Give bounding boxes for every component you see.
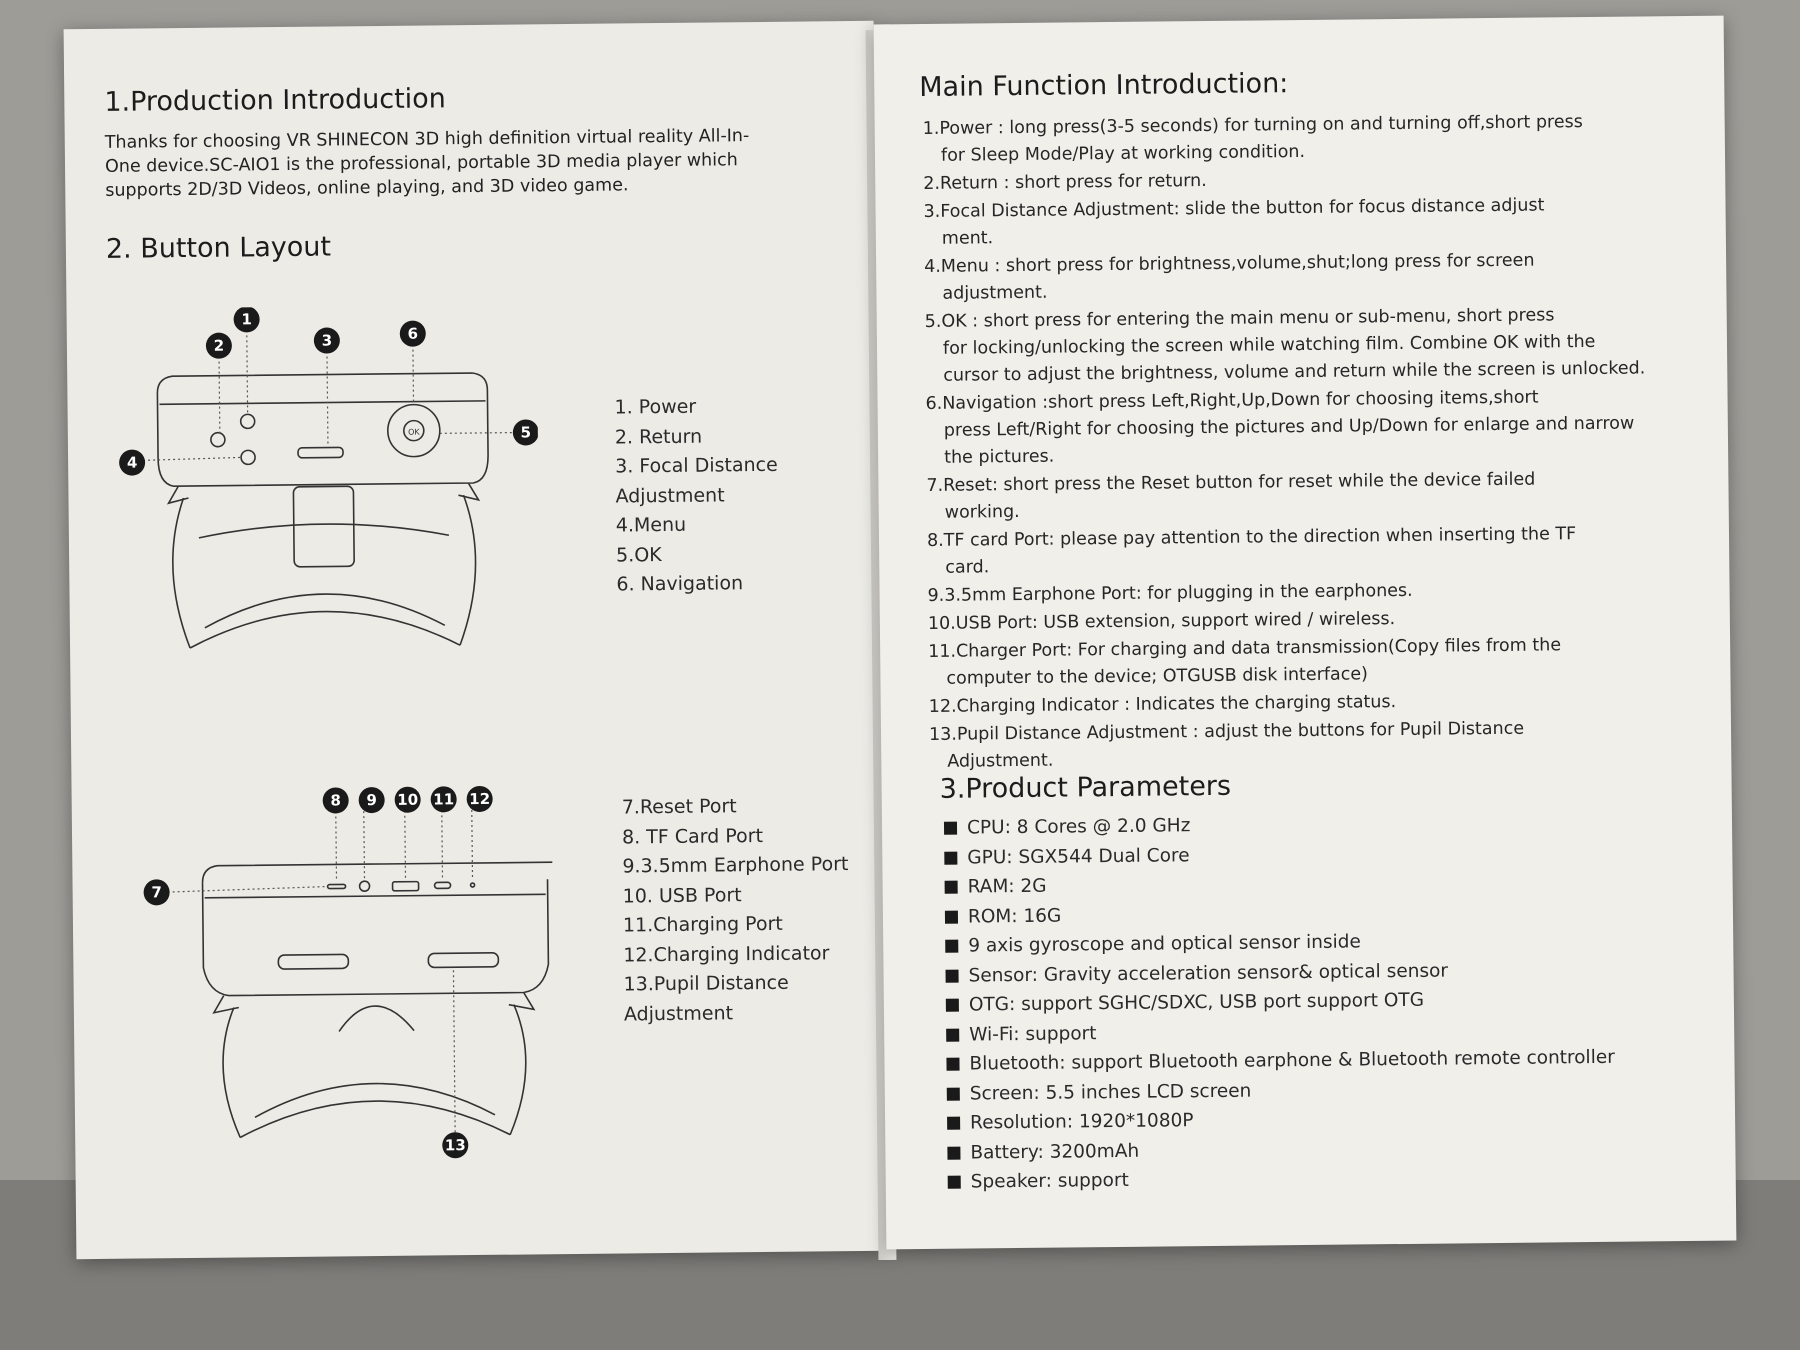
list-item: 6.Navigation :short press Left,Right,Up,Down for choosing items,short press Left/Right for choosing the pictures and Up/Down for enlarge and narrow the pictures. [925, 387, 1635, 468]
param-row: ROM: 16G [945, 895, 1614, 931]
callout-item: 1. Power [614, 395, 697, 419]
param-row: Sensor: Gravity acceleration sensor& optical sensor [945, 954, 1614, 990]
badge-12: 12 [469, 789, 491, 809]
list-item: 3.Focal Distance Adjustment: slide the button for focus distance adjust ment. [923, 195, 1545, 249]
param-row: Battery: 3200mAh [947, 1131, 1616, 1167]
section1-text: Thanks for choosing VR SHINECON 3D high definition virtual reality All-In-One device.SC-AIO1 is the professional, portable 3D media player which supports 2D/3D Videos, online playing, and 3D video game. [104, 126, 750, 201]
param-row: CPU: 8 Cores @ 2.0 GHz [944, 807, 1613, 843]
badge-7: 7 [151, 883, 162, 902]
list-item: 8.TF card Port: please pay attention to the direction when inserting the TF card. [926, 524, 1577, 578]
callout-item: 10. USB Port [622, 883, 742, 907]
bullet-square-icon [944, 851, 957, 864]
param-row: Screen: 5.5 inches LCD screen [947, 1072, 1616, 1108]
list-item: 7.Reset: short press the Reset button for reset while the device failed working. [926, 469, 1536, 523]
badge-10: 10 [397, 790, 419, 809]
badge-1: 1 [241, 310, 252, 329]
param-row: Resolution: 1920*1080P [947, 1102, 1616, 1138]
param-row: OTG: support SGHC/SDXC, USB port support OTG [946, 984, 1615, 1020]
badge-8: 8 [330, 791, 341, 810]
main-function-title: Main Function Introduction: [919, 68, 1289, 104]
callout-item: Adjustment [615, 483, 725, 508]
bullet-square-icon [945, 910, 958, 923]
list-item: 12.Charging Indicator : Indicates the charging status. [928, 692, 1397, 717]
params-title: 3.Product Parameters [939, 770, 1232, 805]
param-row: Speaker: support [948, 1161, 1617, 1197]
bullet-square-icon [947, 1087, 960, 1100]
callout-item: 4.Menu [615, 513, 687, 537]
section2-title: 2. Button Layout [105, 231, 332, 265]
callout-item: 3. Focal Distance [615, 453, 778, 478]
list-item: 9.3.5mm Earphone Port: for plugging in the earphones. [927, 580, 1413, 606]
callout-item: 13.Pupil Distance [623, 971, 789, 996]
callout-item: 2. Return [614, 425, 703, 449]
bullet-square-icon [947, 1146, 960, 1159]
callouts-top-list [614, 392, 779, 600]
headset-top-diagram [97, 304, 541, 689]
headset-bottom-diagram [111, 764, 555, 1169]
bullet-square-icon [946, 999, 959, 1012]
badge-9: 9 [366, 791, 377, 810]
param-row: Bluetooth: support Bluetooth earphone & Bluetooth remote controller [946, 1043, 1615, 1079]
callout-item: 6. Navigation [616, 572, 744, 596]
bullet-square-icon [946, 1028, 959, 1041]
list-item: 5.OK : short press for entering the main menu or sub-menu, short press for locking/unlocking the screen while watching film. Combine OK with the cursor to adjust the brightness, volume and return while the screen is unlocked. [924, 305, 1646, 386]
badge-6: 6 [407, 324, 419, 343]
badge-2: 2 [213, 336, 225, 355]
ok-button-label: OK [407, 427, 420, 437]
list-item: 1.Power : long press(3-5 seconds) for turning on and turning off,short press for Sleep Mode/Play at working condition. [922, 112, 1583, 166]
list-item: 13.Pupil Distance Adjustment : adjust the buttons for Pupil Distance Adjustment. [928, 718, 1525, 772]
callout-item: 7.Reset Port [621, 795, 737, 819]
badge-13: 13 [444, 1136, 466, 1155]
left-page [64, 21, 887, 1259]
callout-item: 5.OK [616, 543, 662, 567]
right-page [874, 16, 1737, 1250]
bullet-square-icon [946, 969, 959, 982]
callout-item: 12.Charging Indicator [623, 941, 830, 966]
params-list [944, 807, 1616, 1197]
param-row: RAM: 2G [944, 866, 1613, 902]
section1-title: 1.Production Introduction [104, 83, 446, 118]
bullet-square-icon [946, 1058, 959, 1071]
bullet-square-icon [947, 1117, 960, 1130]
badge-3: 3 [321, 331, 333, 350]
bullet-square-icon [945, 881, 958, 894]
callouts-bottom-list [622, 791, 850, 1029]
badge-4: 4 [126, 453, 138, 472]
badge-11: 11 [433, 790, 455, 809]
param-row: GPU: SGX544 Dual Core [944, 836, 1613, 872]
list-item: 2.Return : short press for return. [923, 171, 1207, 194]
callout-item: 9.3.5mm Earphone Port [622, 853, 849, 878]
bullet-square-icon [945, 940, 958, 953]
function-list [923, 108, 1650, 777]
param-row: 9 axis gyroscope and optical sensor inside [945, 925, 1614, 961]
bullet-square-icon [948, 1176, 961, 1189]
param-row: Wi-Fi: support [946, 1013, 1615, 1049]
list-item: 11.Charger Port: For charging and data transmission(Copy files from the computer to the device; OTGUSB disk interface) [928, 635, 1562, 689]
bullet-square-icon [944, 822, 957, 835]
callout-item: 11.Charging Port [622, 912, 783, 937]
callout-item: 8. TF Card Port [621, 824, 764, 848]
list-item: 4.Menu : short press for brightness,volume,shut;long press for screen adjustment. [924, 250, 1535, 304]
callout-item: Adjustment [623, 1001, 734, 1025]
list-item: 10.USB Port: USB extension, support wired / wireless. [927, 609, 1396, 634]
badge-5: 5 [520, 423, 532, 442]
